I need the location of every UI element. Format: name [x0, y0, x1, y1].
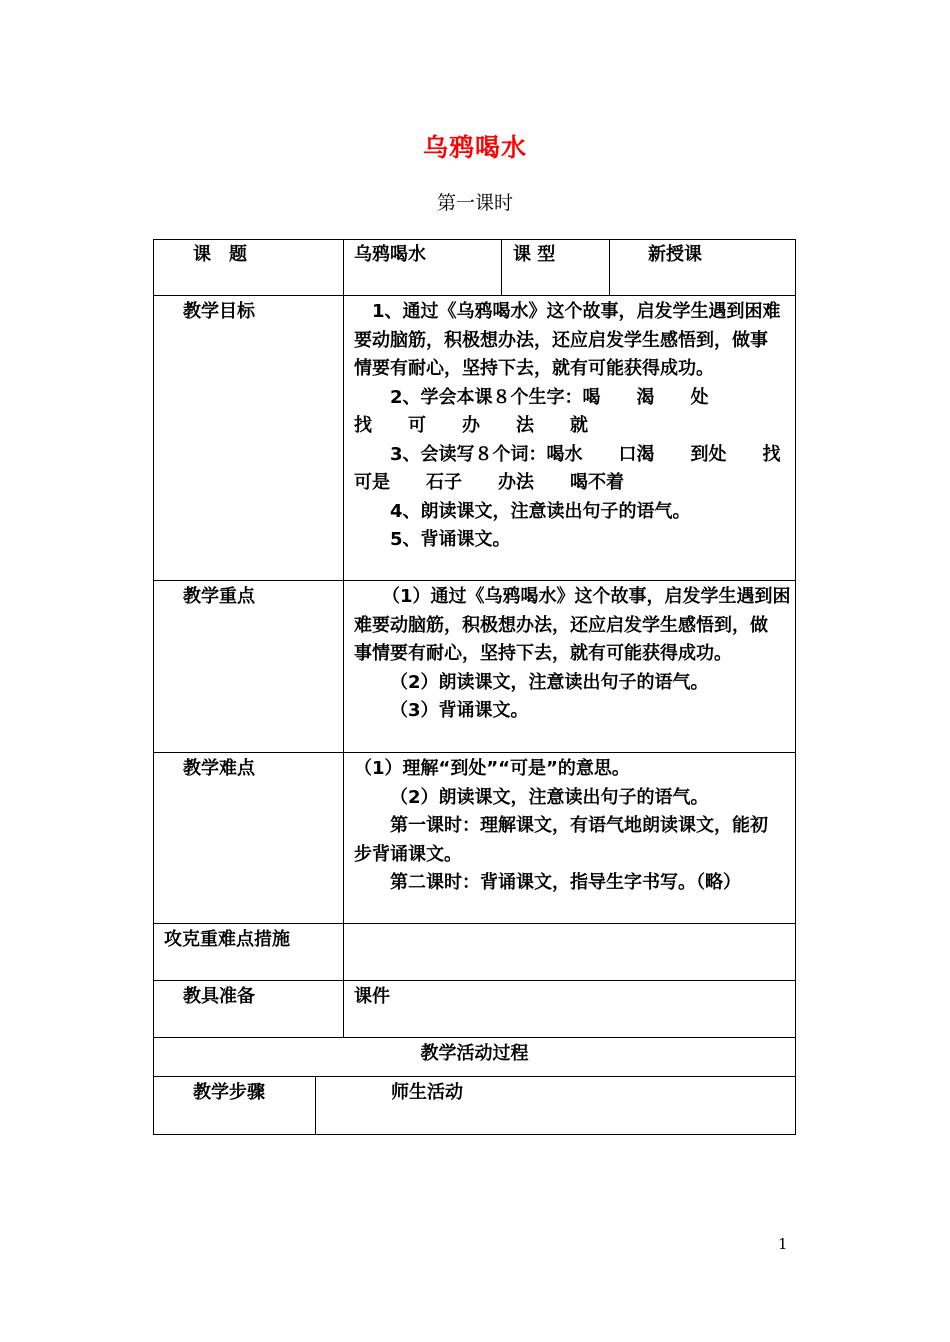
difficulties-line: 步背诵课文。: [354, 843, 462, 865]
table-rule: [153, 923, 796, 924]
goals-line: 情要有耐心，坚持下去，就有可能获得成功。: [354, 358, 714, 379]
document-subtitle: 第一课时: [436, 192, 513, 214]
difficulties-line: 第一课时：理解课文，有语气地朗读课文，能初: [390, 815, 768, 836]
steps-label: 教学步骤: [193, 1082, 265, 1103]
table-rule: [153, 239, 154, 1135]
goals-line: 要动脑筋，积极想办法，还应启发学生感悟到，做事: [354, 329, 768, 351]
key-points-line: 事情要有耐心，坚持下去，就有可能获得成功。: [354, 643, 732, 664]
goals-line: 5、背诵课文。: [390, 529, 511, 550]
goals-line: 找 可 办 法 就: [354, 415, 588, 436]
key-points-line: （2）朗读课文，注意读出句子的语气。: [390, 671, 709, 693]
table-rule: [153, 1037, 796, 1038]
goals-line: 4、朗读课文，注意读出句子的语气。: [390, 500, 691, 522]
table-rule: [153, 239, 796, 240]
difficulties-label: 教学难点: [183, 758, 255, 779]
table-rule: [153, 295, 796, 296]
table-rule: [153, 752, 796, 753]
table-rule: [153, 980, 796, 981]
process-heading: 教学活动过程: [420, 1043, 529, 1064]
table-rule: [153, 580, 796, 581]
table-rule: [153, 1076, 796, 1077]
table-rule: [343, 239, 344, 1037]
goals-line: 2、学会本课８个生字：喝 渴 处: [390, 386, 709, 408]
goals-line: 3、会读写８个词：喝水 口渴 到处 找: [390, 443, 781, 465]
table-rule: [153, 1134, 796, 1135]
key-points-label: 教学重点: [183, 586, 255, 607]
measures-label: 攻克重难点措施: [164, 929, 290, 950]
materials-label: 教具准备: [183, 986, 255, 1007]
lesson-plan-table: [153, 239, 796, 1135]
table-rule: [315, 1076, 316, 1135]
goals-line: 1、通过《乌鸦喝水》这个故事，启发学生遇到困难: [372, 301, 781, 322]
document-title: 乌鸦喝水: [422, 133, 527, 162]
key-points-line: （1）通过《乌鸦喝水》这个故事，启发学生遇到困: [382, 586, 791, 607]
key-points-line: 难要动脑筋，积极想办法，还应启发学生感悟到，做: [354, 614, 768, 636]
page-number: 1: [778, 1235, 788, 1253]
lesson-type-value: 新授课: [648, 244, 702, 265]
topic-value: 乌鸦喝水: [354, 244, 426, 265]
key-points-line: （3）背诵课文。: [390, 700, 529, 721]
difficulties-line: （2）朗读课文，注意读出句子的语气。: [390, 786, 709, 808]
activity-label: 师生活动: [391, 1082, 463, 1103]
difficulties-line: 第二课时：背诵课文，指导生字书写。（略）: [390, 872, 741, 893]
goals-label: 教学目标: [183, 301, 255, 322]
goals-line: 可是 石子 办法 喝不着: [354, 472, 624, 493]
topic-label: 课 题: [193, 244, 247, 265]
materials-value: 课件: [354, 986, 390, 1007]
difficulties-line: （1）理解“到处”“可是”的意思。: [354, 758, 630, 779]
table-rule: [501, 239, 502, 296]
lesson-type-label: 课 型: [513, 244, 556, 265]
table-rule: [609, 239, 610, 296]
table-rule: [795, 239, 796, 1135]
